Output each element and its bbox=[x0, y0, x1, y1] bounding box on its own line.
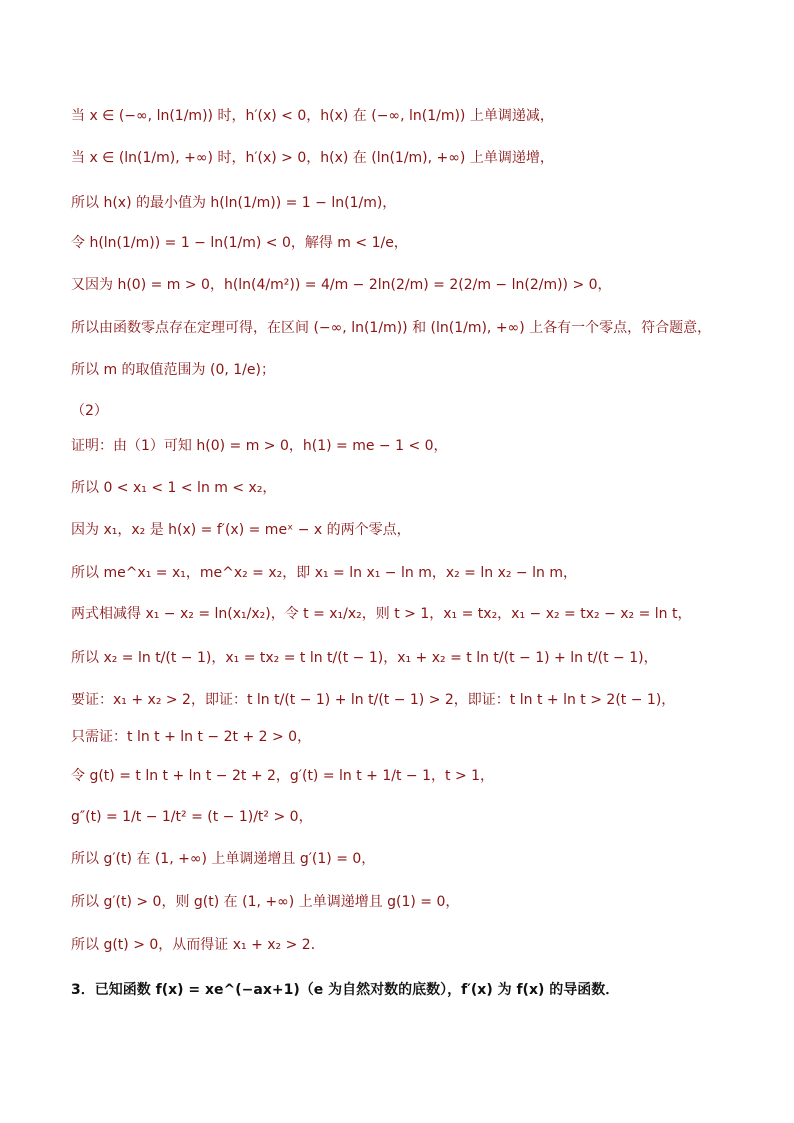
line-12: 所以 me^x₁ = x₁，me^x₂ = x₂，即 x₁ = ln x₁ − ln m，x₂ = ln x₂ − ln m， bbox=[71, 565, 577, 581]
line-17: 令 g(t) = t ln t + ln t − 2t + 2，g′(t) = ln t + 1/t − 1，t > 1， bbox=[71, 768, 495, 784]
line-10: 所以 0 < x₁ < 1 < ln m < x₂， bbox=[71, 480, 277, 496]
line-2: 当 x ∈ (ln(1/m), +∞) 时，h′(x) > 0，h(x) 在 (ln(1/m), +∞) 上单调递增， bbox=[71, 150, 554, 166]
question-3: 3．已知函数 f(x) = xe^(−ax+1)（e 为自然对数的底数），f′(x) 为 f(x) 的导函数． bbox=[71, 982, 620, 998]
line-1: 当 x ∈ (−∞, ln(1/m)) 时，h′(x) < 0，h(x) 在 (−∞, ln(1/m)) 上单调递减， bbox=[71, 108, 554, 124]
line-11: 因为 x₁，x₂ 是 h(x) = f′(x) = meˣ − x 的两个零点， bbox=[71, 522, 411, 538]
line-19: 所以 g′(t) 在 (1, +∞) 上单调递增且 g′(1) = 0， bbox=[71, 851, 376, 867]
line-3: 所以 h(x) 的最小值为 h(ln(1/m)) = 1 − ln(1/m)， bbox=[71, 195, 397, 211]
line-9: 证明：由（1）可知 h(0) = m > 0，h(1) = me − 1 < 0， bbox=[71, 438, 448, 454]
line-6: 所以由函数零点存在定理可得，在区间 (−∞, ln(1/m)) 和 (ln(1/m), +∞) 上各有一个零点，符合题意， bbox=[71, 320, 712, 336]
line-13: 两式相减得 x₁ − x₂ = ln(x₁/x₂)，令 t = x₁/x₂，则 t > 1，x₁ = tx₂，x₁ − x₂ = tx₂ − x₂ = ln t， bbox=[71, 606, 692, 622]
line-14: 所以 x₂ = ln t/(t − 1)，x₁ = tx₂ = t ln t/(t − 1)，x₁ + x₂ = t ln t/(t − 1) + ln t/(t − 1)， bbox=[71, 650, 658, 666]
line-4: 令 h(ln(1/m)) = 1 − ln(1/m) < 0，解得 m < 1/e， bbox=[71, 235, 408, 251]
line-5: 又因为 h(0) = m > 0，h(ln(4/m²)) = 4/m − 2ln(2/m) = 2(2/m − ln(2/m)) > 0， bbox=[71, 277, 612, 293]
line-8: （2） bbox=[71, 403, 108, 419]
line-16: 只需证：t ln t + ln t − 2t + 2 > 0， bbox=[71, 729, 312, 745]
line-21: 所以 g(t) > 0，从而得证 x₁ + x₂ > 2． bbox=[71, 937, 325, 953]
line-15: 要证：x₁ + x₂ > 2，即证：t ln t/(t − 1) + ln t/(t − 1) > 2，即证：t ln t + ln t > 2(t − 1)， bbox=[71, 692, 676, 708]
line-7: 所以 m 的取值范围为 (0, 1/e)； bbox=[71, 362, 275, 378]
line-18: g″(t) = 1/t − 1/t² = (t − 1)/t² > 0， bbox=[71, 809, 313, 825]
line-20: 所以 g′(t) > 0，则 g(t) 在 (1, +∞) 上单调递增且 g(1) = 0， bbox=[71, 894, 460, 910]
